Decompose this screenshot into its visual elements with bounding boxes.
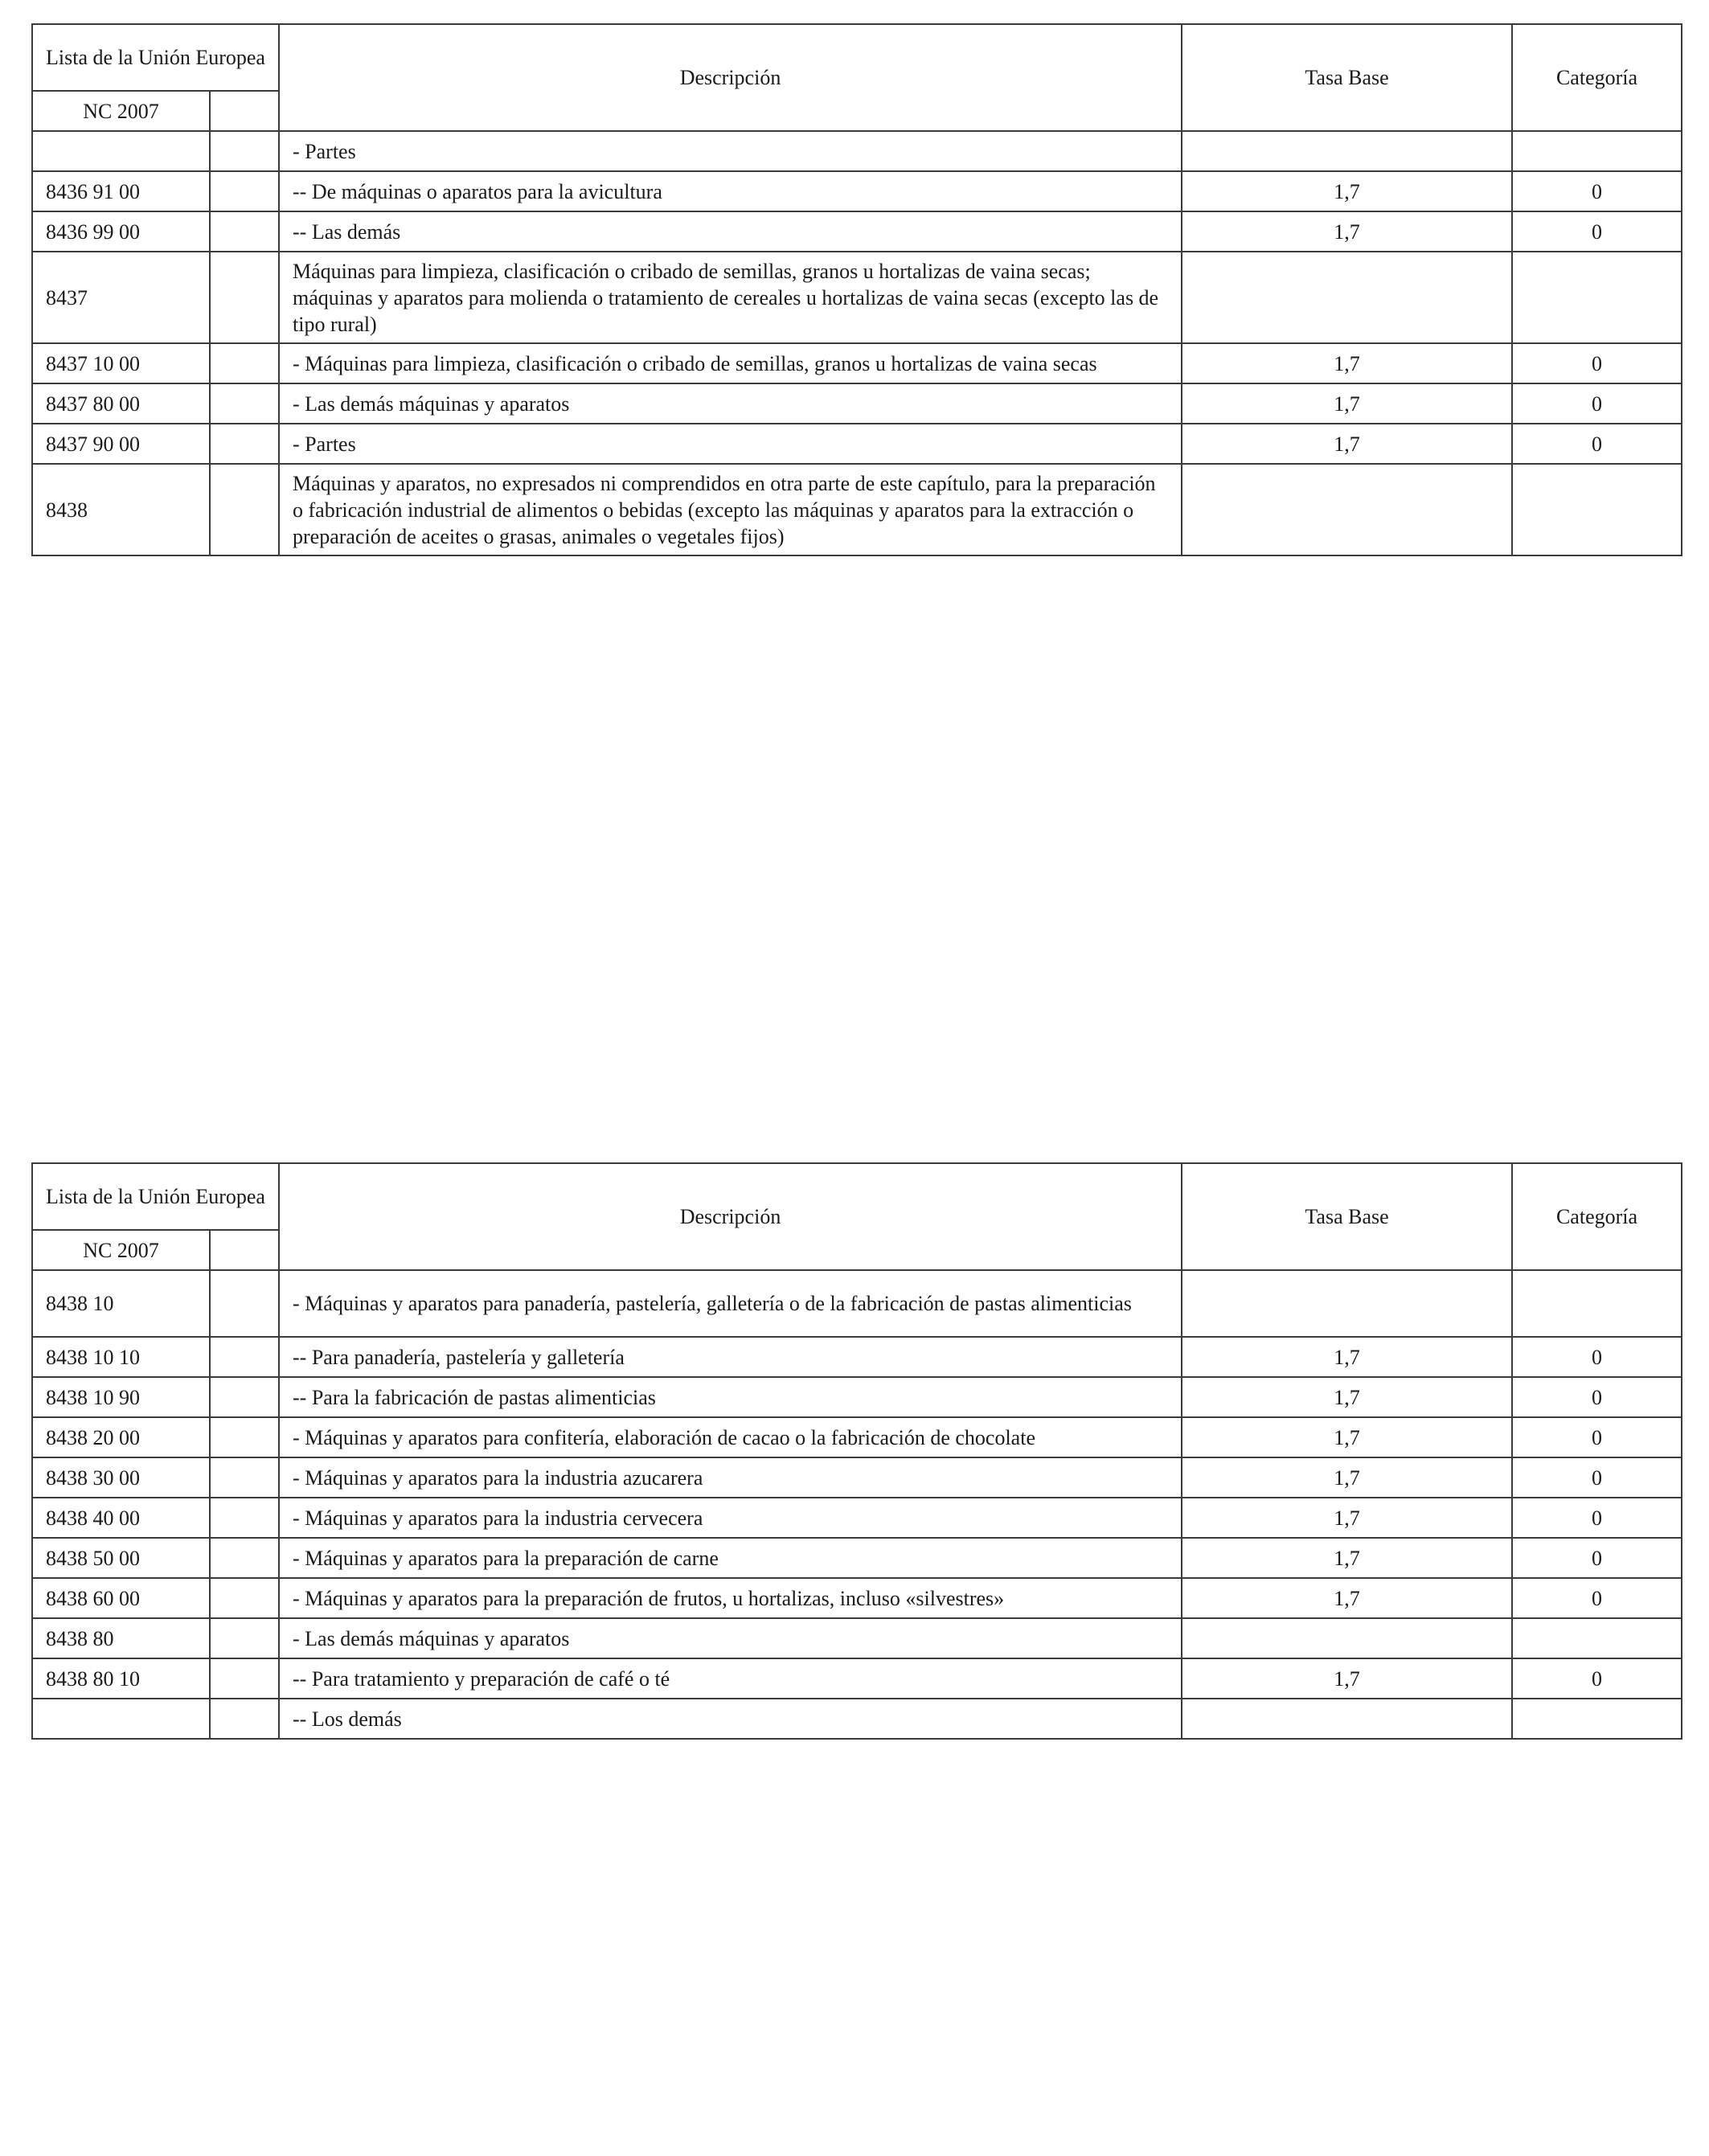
cell-base-rate: 1,7 (1182, 383, 1512, 424)
cell-base-rate: 1,7 (1182, 1538, 1512, 1578)
cell-description: - Máquinas y aparatos para confitería, elaboración de cacao o la fabricación de chocolate (279, 1417, 1182, 1457)
cell-category (1512, 131, 1682, 171)
cell-nc-code: 8438 10 90 (32, 1377, 210, 1417)
cell-nc-code: 8438 80 (32, 1618, 210, 1658)
cell-extra (210, 1337, 279, 1377)
tariff-table-1 (31, 23, 1682, 556)
cell-nc-code: 8438 30 00 (32, 1457, 210, 1498)
table-row (32, 1618, 1682, 1658)
table-row (32, 1457, 1682, 1498)
cell-base-rate: 1,7 (1182, 1498, 1512, 1538)
cell-extra (210, 171, 279, 211)
cell-base-rate (1182, 252, 1512, 343)
cell-description: -- Para la fabricación de pastas alimenticias (279, 1377, 1182, 1417)
cell-description: - Máquinas y aparatos para la preparación de carne (279, 1538, 1182, 1578)
cell-base-rate: 1,7 (1182, 1337, 1512, 1377)
cell-description: Máquinas para limpieza, clasificación o cribado de semillas, granos u hortalizas de vaina secas; máquinas y aparatos para molienda o tratamiento de cereales u hortalizas de vaina secas (excepto las de tipo rural) (279, 252, 1182, 343)
cell-nc-code: 8436 99 00 (32, 211, 210, 252)
cell-extra (210, 131, 279, 171)
table-row (32, 464, 1682, 555)
cell-base-rate (1182, 1618, 1512, 1658)
cell-extra (210, 1457, 279, 1498)
cell-base-rate: 1,7 (1182, 211, 1512, 252)
header-base-rate: Tasa Base (1182, 1163, 1512, 1270)
tariff-table-2 (31, 1162, 1682, 1740)
table-row (32, 383, 1682, 424)
cell-category (1512, 1618, 1682, 1658)
cell-nc-code: 8438 50 00 (32, 1538, 210, 1578)
header-description: Descripción (279, 24, 1182, 131)
header-extra-cell (210, 1230, 279, 1270)
cell-extra (210, 1699, 279, 1739)
cell-nc-code: 8438 10 10 (32, 1337, 210, 1377)
cell-base-rate (1182, 131, 1512, 171)
cell-base-rate (1182, 1270, 1512, 1337)
cell-extra (210, 464, 279, 555)
cell-extra (210, 1377, 279, 1417)
cell-category: 0 (1512, 211, 1682, 252)
cell-nc-code: 8436 91 00 (32, 171, 210, 211)
header-row (32, 24, 1682, 91)
cell-nc-code: 8438 10 (32, 1270, 210, 1337)
cell-description: - Máquinas y aparatos para la industria azucarera (279, 1457, 1182, 1498)
cell-extra (210, 424, 279, 464)
cell-category: 0 (1512, 1457, 1682, 1498)
cell-extra (210, 1578, 279, 1618)
table-row (32, 424, 1682, 464)
cell-category (1512, 1270, 1682, 1337)
cell-category: 0 (1512, 1417, 1682, 1457)
cell-extra (210, 1538, 279, 1578)
cell-extra (210, 1498, 279, 1538)
cell-description: -- Los demás (279, 1699, 1182, 1739)
cell-nc-code: 8438 40 00 (32, 1498, 210, 1538)
table-row (32, 131, 1682, 171)
table-row (32, 211, 1682, 252)
header-description: Descripción (279, 1163, 1182, 1270)
cell-extra (210, 1417, 279, 1457)
cell-description: -- De máquinas o aparatos para la avicultura (279, 171, 1182, 211)
cell-base-rate: 1,7 (1182, 343, 1512, 383)
cell-category: 0 (1512, 1498, 1682, 1538)
cell-category: 0 (1512, 1658, 1682, 1699)
cell-category: 0 (1512, 1538, 1682, 1578)
table-row (32, 343, 1682, 383)
cell-extra (210, 1270, 279, 1337)
cell-base-rate (1182, 1699, 1512, 1739)
cell-category: 0 (1512, 171, 1682, 211)
cell-nc-code: 8438 80 10 (32, 1658, 210, 1699)
table-row (32, 1699, 1682, 1739)
cell-nc-code (32, 1699, 210, 1739)
cell-base-rate: 1,7 (1182, 1578, 1512, 1618)
cell-description: Máquinas y aparatos, no expresados ni comprendidos en otra parte de este capítulo, para la preparación o fabricación industrial de alimentos o bebidas (excepto las máquinas y aparatos para la extracción o preparación de aceites o grasas, animales o vegetales fijos) (279, 464, 1182, 555)
cell-base-rate: 1,7 (1182, 1417, 1512, 1457)
header-category: Categoría (1512, 24, 1682, 131)
cell-extra (210, 1658, 279, 1699)
cell-description: -- Para panadería, pastelería y galletería (279, 1337, 1182, 1377)
cell-description: - Máquinas para limpieza, clasificación o cribado de semillas, granos u hortalizas de vaina secas (279, 343, 1182, 383)
cell-extra (210, 383, 279, 424)
cell-base-rate: 1,7 (1182, 171, 1512, 211)
cell-description: - Partes (279, 131, 1182, 171)
cell-nc-code: 8437 10 00 (32, 343, 210, 383)
cell-base-rate: 1,7 (1182, 1457, 1512, 1498)
cell-category: 0 (1512, 383, 1682, 424)
header-category: Categoría (1512, 1163, 1682, 1270)
cell-nc-code: 8438 (32, 464, 210, 555)
table-row (32, 1337, 1682, 1377)
header-base-rate: Tasa Base (1182, 24, 1512, 131)
cell-category: 0 (1512, 1337, 1682, 1377)
tariff-table-2-body (32, 1163, 1682, 1739)
header-nc-label: NC 2007 (32, 91, 210, 131)
cell-extra (210, 343, 279, 383)
cell-category: 0 (1512, 1578, 1682, 1618)
cell-base-rate: 1,7 (1182, 1658, 1512, 1699)
cell-description: - Máquinas y aparatos para panadería, pastelería, galletería o de la fabricación de pastas alimenticias (279, 1270, 1182, 1337)
cell-nc-code: 8437 (32, 252, 210, 343)
table-row (32, 1578, 1682, 1618)
cell-description: -- Las demás (279, 211, 1182, 252)
table-row (32, 1417, 1682, 1457)
cell-category: 0 (1512, 343, 1682, 383)
table-row (32, 252, 1682, 343)
cell-base-rate: 1,7 (1182, 424, 1512, 464)
header-list-label: Lista de la Unión Europea (32, 1163, 279, 1230)
cell-category (1512, 252, 1682, 343)
cell-category (1512, 464, 1682, 555)
cell-nc-code (32, 131, 210, 171)
tariff-table-1-body (32, 24, 1682, 555)
cell-description: - Las demás máquinas y aparatos (279, 383, 1182, 424)
cell-category: 0 (1512, 424, 1682, 464)
cell-base-rate: 1,7 (1182, 1377, 1512, 1417)
table-row (32, 1658, 1682, 1699)
table-row (32, 171, 1682, 211)
table-row (32, 1538, 1682, 1578)
cell-base-rate (1182, 464, 1512, 555)
cell-extra (210, 252, 279, 343)
header-list-label: Lista de la Unión Europea (32, 24, 279, 91)
cell-description: - Máquinas y aparatos para la industria cervecera (279, 1498, 1182, 1538)
cell-description: - Máquinas y aparatos para la preparación de frutos, u hortalizas, incluso «silvestres» (279, 1578, 1182, 1618)
table-row (32, 1377, 1682, 1417)
table-row (32, 1270, 1682, 1337)
header-nc-label: NC 2007 (32, 1230, 210, 1270)
cell-extra (210, 1618, 279, 1658)
cell-nc-code: 8438 60 00 (32, 1578, 210, 1618)
cell-category: 0 (1512, 1377, 1682, 1417)
cell-description: - Partes (279, 424, 1182, 464)
cell-nc-code: 8437 90 00 (32, 424, 210, 464)
cell-extra (210, 211, 279, 252)
cell-nc-code: 8438 20 00 (32, 1417, 210, 1457)
cell-category (1512, 1699, 1682, 1739)
header-extra-cell (210, 91, 279, 131)
cell-description: -- Para tratamiento y preparación de café o té (279, 1658, 1182, 1699)
table-row (32, 1498, 1682, 1538)
header-row (32, 1163, 1682, 1230)
cell-description: - Las demás máquinas y aparatos (279, 1618, 1182, 1658)
cell-nc-code: 8437 80 00 (32, 383, 210, 424)
